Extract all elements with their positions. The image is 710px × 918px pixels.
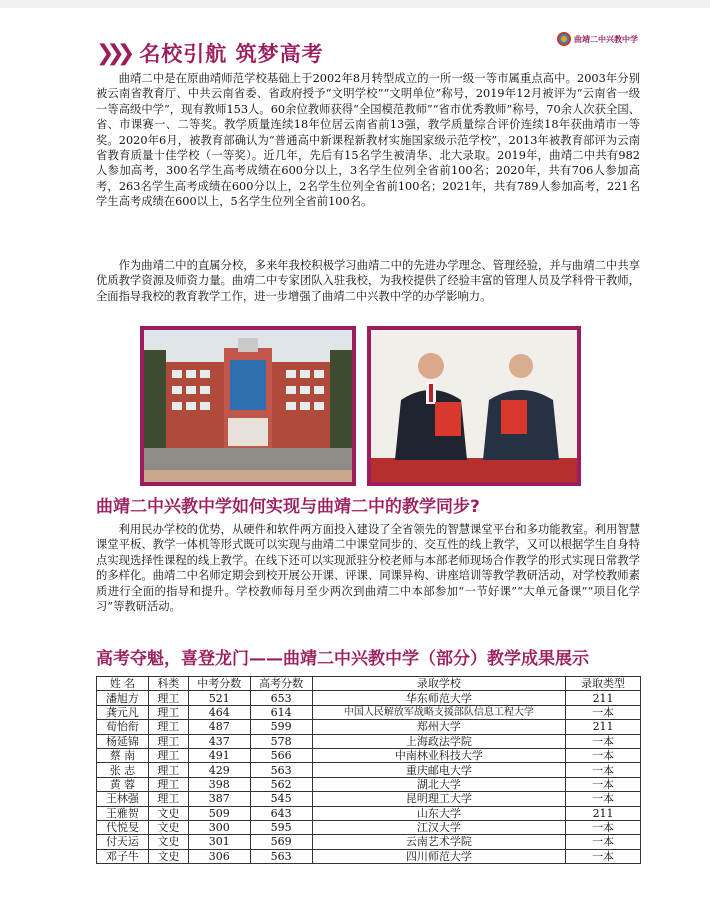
- cell-type: 211: [566, 806, 641, 820]
- cell-school: 郑州大学: [312, 720, 566, 734]
- cell-zhongkao: 429: [188, 763, 250, 777]
- cell-zhongkao: 509: [188, 806, 250, 820]
- cell-zhongkao: 464: [188, 705, 250, 719]
- table-row: [97, 777, 641, 791]
- cell-gaokao: 614: [250, 705, 312, 719]
- cell-type: 一本: [566, 705, 641, 719]
- cell-subject: 文史: [148, 835, 188, 849]
- cell-name: 杨延锦: [97, 734, 149, 748]
- cell-type: 一本: [566, 748, 641, 762]
- cell-school: 昆明理工大学: [312, 792, 566, 806]
- top-strip: [0, 0, 710, 8]
- school-emblem-icon: [557, 32, 571, 46]
- section2-title: 曲靖二中兴教中学如何实现与曲靖二中的教学同步?: [96, 497, 480, 517]
- cell-type: 一本: [566, 777, 641, 791]
- cell-school: 中国人民解放军战略支援部队信息工程大学: [312, 705, 566, 719]
- cell-zhongkao: 487: [188, 720, 250, 734]
- table-row: [97, 763, 641, 777]
- cell-subject: 理工: [148, 691, 188, 705]
- cell-gaokao: 545: [250, 792, 312, 806]
- cell-subject: 理工: [148, 792, 188, 806]
- table-row: [97, 748, 641, 762]
- cell-subject: 理工: [148, 763, 188, 777]
- cell-subject: 理工: [148, 734, 188, 748]
- cell-gaokao: 643: [250, 806, 312, 820]
- cell-subject: 理工: [148, 705, 188, 719]
- cell-school: 江汉大学: [312, 820, 566, 834]
- cell-name: 龚元凡: [97, 705, 149, 719]
- header-subject: 科类: [148, 677, 188, 691]
- cell-subject: 理工: [148, 777, 188, 791]
- table-row: [97, 734, 641, 748]
- cell-gaokao: 563: [250, 763, 312, 777]
- cell-school: 上海政法学院: [312, 734, 566, 748]
- results-table: [96, 676, 641, 864]
- intro-paragraph: 曲靖二中是在原曲靖师范学校基础上于2002年8月转型成立的一所一级一等市属重点高中。2003年分别被云南省教育厅、中共云南省委、省政府授予“文明学校”“文明单位”称号，2019年12月被评为“云南省一级一等高级中学”，现有教师153人。60余位教师获得“全国模范教师”“省市优秀教师”称号，70余人次获全国、省、市课赛一、二等奖。教学质量连续18年位居云南省前13强，教学质量综合评价连续18年获曲靖市一等奖。2020年6月，被教育部确认为“普通高中新课程新教材实施国家级示范学校”，2013年被教育部评为云南省教育质量十佳学校（一等奖）。近几年，先后有15名学生被清华、北大录取。2019年，曲靖二中共有982人参加高考，300名学生高考成绩在600分以上，3名学生位列全省前100名；2020年，共有706人参加高考，263名学生高考成绩在600分以上，2名学生位列全省前100名；2021年，共有789人参加高考，221名学生高考成绩在600以上，5名学生位列全省前100名。: [96, 72, 640, 209]
- header-gaokao-score: 高考分数: [250, 677, 312, 691]
- cell-name: 代悦旻: [97, 820, 149, 834]
- cell-name: 荀怡衔: [97, 720, 149, 734]
- cell-gaokao: 562: [250, 777, 312, 791]
- cell-zhongkao: 398: [188, 777, 250, 791]
- cell-subject: 理工: [148, 720, 188, 734]
- header-admission-type: 录取类型: [566, 677, 641, 691]
- cell-name: 王林强: [97, 792, 149, 806]
- table-row: [97, 691, 641, 705]
- cell-subject: 理工: [148, 748, 188, 762]
- school-logo: [557, 32, 638, 46]
- cell-name: 邓子牛: [97, 849, 149, 863]
- cell-type: 211: [566, 691, 641, 705]
- cell-subject: 文史: [148, 820, 188, 834]
- cell-zhongkao: 300: [188, 820, 250, 834]
- branch-paragraph: 作为曲靖二中的直属分校，多来年我校积极学习曲靖二中的先进办学理念、管理经验，并与曲靖二中共享优质教学资源及师资力量。曲靖二中专家团队入驻我校，为我校提供了经验丰富的管理人员及学科骨干教师，全面指导我校的教育教学工作，进一步增强了曲靖二中兴教中学的办学影响力。: [96, 259, 640, 303]
- cell-gaokao: 578: [250, 734, 312, 748]
- cell-school: 山东大学: [312, 806, 566, 820]
- cell-type: 一本: [566, 820, 641, 834]
- cell-type: 一本: [566, 849, 641, 863]
- table-header-row: [97, 677, 641, 691]
- cell-type: 一本: [566, 835, 641, 849]
- cell-school: 华东师范大学: [312, 691, 566, 705]
- cell-zhongkao: 437: [188, 734, 250, 748]
- table-row: [97, 792, 641, 806]
- cell-name: 蔡 南: [97, 748, 149, 762]
- cell-zhongkao: 306: [188, 849, 250, 863]
- section1-heading: [96, 43, 324, 65]
- table-row: [97, 720, 641, 734]
- cell-zhongkao: 521: [188, 691, 250, 705]
- cell-name: 张 志: [97, 763, 149, 777]
- cell-school: 中南林业科技大学: [312, 748, 566, 762]
- cell-school: 重庆邮电大学: [312, 763, 566, 777]
- cell-subject: 文史: [148, 806, 188, 820]
- header-school: 录取学校: [312, 677, 566, 691]
- cell-zhongkao: 387: [188, 792, 250, 806]
- cell-gaokao: 595: [250, 820, 312, 834]
- cell-gaokao: 563: [250, 849, 312, 863]
- header-name: 姓 名: [97, 677, 149, 691]
- table-row: [97, 806, 641, 820]
- cell-gaokao: 653: [250, 691, 312, 705]
- cell-zhongkao: 491: [188, 748, 250, 762]
- signing-ceremony-photo: [367, 326, 581, 486]
- section3-title: 高考夺魁，喜登龙门——曲靖二中兴教中学（部分）教学成果展示: [96, 649, 589, 669]
- header-zhongkao-score: 中考分数: [188, 677, 250, 691]
- table-row: [97, 705, 641, 719]
- cell-name: 潘旭方: [97, 691, 149, 705]
- cell-gaokao: 599: [250, 720, 312, 734]
- cell-name: 付天运: [97, 835, 149, 849]
- logo-text: 曲靖二中兴教中学: [574, 34, 638, 44]
- sync-teaching-paragraph: 利用民办学校的优势，从硬件和软件两方面投入建设了全省领先的智慧课堂平台和多功能教室。利用智慧课堂平板、教学一体机等形式既可以实现与曲靖二中课堂同步的、交互性的线上教学，又可以根据学生自身特点实现选择性课程的线上教学。在线下还可以实现派驻分校老师与本部老师现场合作教学的形式实现日常教学的多样化。曲靖二中名师定期会到校开展公开课、评课、同课异构、讲座培训等教学教研活动，对学校教师素质进行全面的指导和提升。学校教师每月至少两次到曲靖二中本部参加“一节好课”“大单元备课”“项目化学习”等教研活动。: [96, 523, 640, 614]
- cell-type: 211: [566, 720, 641, 734]
- chevron-right-icon: ❯❯❯: [96, 41, 128, 66]
- table-row: [97, 820, 641, 834]
- cell-gaokao: 566: [250, 748, 312, 762]
- cell-type: 一本: [566, 792, 641, 806]
- school-building-photo: [140, 326, 356, 486]
- section1-title: 名校引航 筑梦高考: [139, 41, 324, 66]
- table-row: [97, 849, 641, 863]
- cell-name: 黄 蓉: [97, 777, 149, 791]
- cell-name: 王雅贺: [97, 806, 149, 820]
- table-row: [97, 835, 641, 849]
- cell-school: 湖北大学: [312, 777, 566, 791]
- cell-type: 一本: [566, 734, 641, 748]
- cell-zhongkao: 301: [188, 835, 250, 849]
- cell-subject: 文史: [148, 849, 188, 863]
- cell-school: 云南艺术学院: [312, 835, 566, 849]
- cell-type: 一本: [566, 763, 641, 777]
- cell-school: 四川师范大学: [312, 849, 566, 863]
- cell-gaokao: 569: [250, 835, 312, 849]
